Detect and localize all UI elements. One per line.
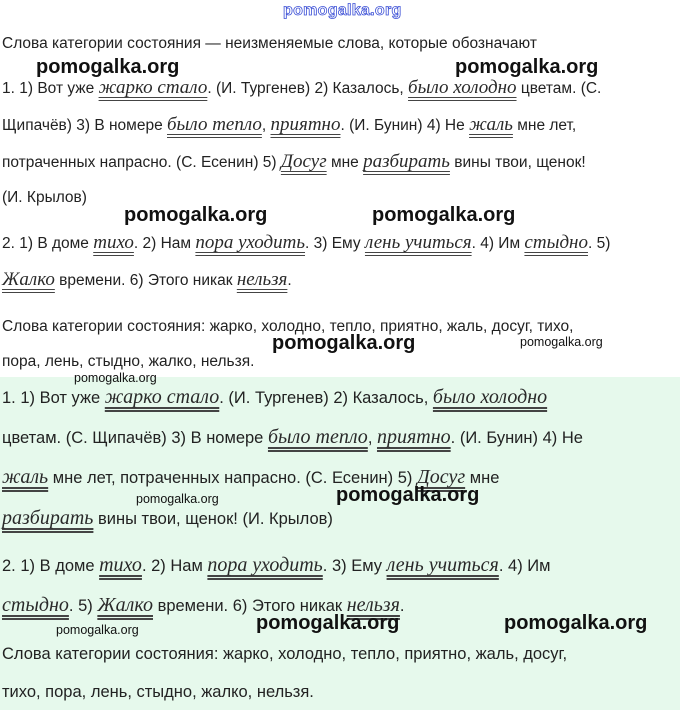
text: . 3) Ему — [305, 235, 365, 252]
handwritten-word: стыдно — [2, 594, 69, 616]
handwritten-word: Жалко — [2, 269, 55, 290]
text: . (И. Бунин) 4) Не — [340, 117, 470, 134]
handwritten-word: пора уходить — [195, 232, 306, 253]
handwritten-word: нельзя — [236, 269, 288, 290]
watermark-top: pomogalka.org — [283, 2, 402, 19]
watermark: pomogalka.org — [36, 56, 180, 78]
text: мне — [326, 154, 364, 171]
text: мне — [465, 469, 500, 487]
handwritten-word: жаль — [2, 466, 49, 488]
text: . 5) — [587, 235, 611, 252]
text: . — [399, 597, 405, 615]
handwritten-word: было холодно — [432, 386, 548, 408]
p2-line-1 — [2, 386, 547, 409]
p1-line-6 — [2, 270, 292, 291]
handwritten-word: нельзя — [346, 594, 400, 616]
handwritten-word: разбирать — [2, 507, 94, 529]
p1-line-4 — [2, 188, 87, 208]
text: времени. 6) Этого никак — [152, 597, 347, 615]
text: . (И. Бунин) 4) Не — [450, 429, 583, 447]
text: . — [287, 272, 292, 289]
p1-line-5 — [2, 233, 610, 254]
p1-line-3 — [2, 152, 586, 173]
handwritten-word: тихо — [93, 232, 134, 253]
text: . 4) Им — [498, 557, 551, 575]
handwritten-word: разбирать — [363, 151, 450, 172]
text: цветам. (С. Щипачёв) 3) В номере — [2, 429, 268, 447]
text: Щипачёв) 3) В номере — [2, 117, 167, 134]
p2-line-2 — [2, 426, 583, 449]
p2-line-5 — [2, 554, 550, 577]
text: 1. 1) Вот уже — [2, 389, 105, 407]
handwritten-word: жарко стало — [104, 386, 220, 408]
watermark: pomogalka.org — [136, 492, 219, 506]
handwritten-word: Жалко — [97, 594, 153, 616]
handwritten-word: приятно — [376, 426, 451, 448]
p1-line-2 — [2, 115, 576, 136]
p1-summary-2: пора, лень, стыдно, жалко, нельзя. — [2, 353, 255, 370]
handwritten-word: Досуг — [280, 151, 327, 172]
text: вины твои, щенок! — [449, 154, 586, 171]
text: потраченных напрасно. (С. Есенин) 5) — [2, 154, 281, 171]
text: . (И. Тургенев) 2) Казалось, — [219, 389, 433, 407]
text: (И. Крылов) — [2, 189, 87, 206]
handwritten-word: тихо — [99, 554, 142, 576]
p1-summary-1: Слова категории состояния: жарко, холодно, тепло, приятно, жаль, досуг, тихо, — [2, 318, 574, 335]
handwritten-word: лень учиться — [364, 232, 472, 253]
text: . (И. Тургенев) 2) Казалось, — [207, 80, 409, 97]
watermark: pomogalka.org — [336, 484, 480, 506]
watermark: pomogalka.org — [372, 204, 516, 226]
text: мне лет, потраченных напрасно. (С. Есенин) 5) — [48, 469, 417, 487]
handwritten-word: Досуг — [417, 466, 466, 488]
text: времени. 6) Этого никак — [54, 272, 237, 289]
watermark: pomogalka.org — [256, 612, 400, 634]
watermark: pomogalka.org — [504, 612, 648, 634]
watermark: pomogalka.org — [520, 335, 603, 349]
handwritten-word: жарко стало — [98, 77, 208, 98]
watermark: pomogalka.org — [74, 371, 157, 385]
text: 1. 1) Вот уже — [2, 80, 99, 97]
text: . 2) Нам — [141, 557, 208, 575]
p2-line-4 — [2, 507, 333, 530]
text: . 5) — [68, 597, 98, 615]
handwritten-word: было тепло — [167, 114, 262, 135]
text: , — [367, 429, 377, 447]
handwritten-word: лень учиться — [386, 554, 499, 576]
text: . 2) Нам — [133, 235, 196, 252]
text: , — [261, 117, 271, 134]
handwritten-word: стыдно — [524, 232, 588, 253]
header-line: Слова категории состояния — неизменяемые слова, которые обозначают — [2, 35, 537, 52]
p2-summary-2: тихо, пора, лень, стыдно, жалко, нельзя. — [2, 683, 314, 701]
text: . 4) Им — [471, 235, 525, 252]
watermark: pomogalka.org — [272, 332, 416, 354]
text: вины твои, щенок! (И. Крылов) — [93, 510, 333, 528]
p1-line-1 — [2, 78, 601, 99]
watermark: pomogalka.org — [455, 56, 599, 78]
handwritten-word: приятно — [270, 114, 341, 135]
text: 2. 1) В доме — [2, 557, 100, 575]
text: мне лет, — [512, 117, 577, 134]
text: . 3) Ему — [322, 557, 387, 575]
text: 2. 1) В доме — [2, 235, 94, 252]
handwritten-word: было холодно — [408, 77, 517, 98]
watermark: pomogalka.org — [124, 204, 268, 226]
handwritten-word: было тепло — [267, 426, 368, 448]
watermark: pomogalka.org — [56, 623, 139, 637]
handwritten-word: жаль — [469, 114, 513, 135]
handwritten-word: пора уходить — [207, 554, 323, 576]
p2-summary-1: Слова категории состояния: жарко, холодно, тепло, приятно, жаль, досуг, — [2, 645, 568, 663]
text: цветам. (С. — [516, 80, 602, 97]
